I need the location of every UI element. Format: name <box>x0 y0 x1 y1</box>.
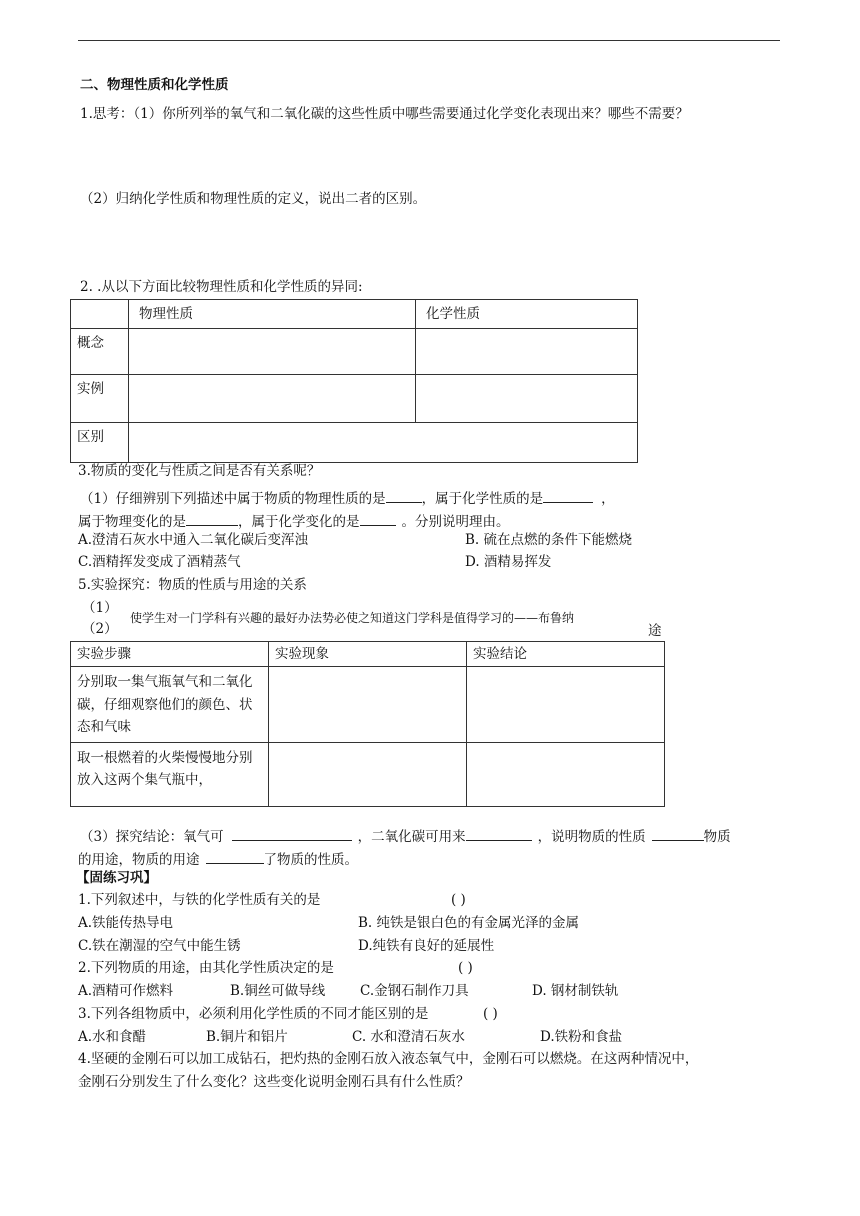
practice-q1-a: A.铁能传热导电 <box>78 915 174 931</box>
compare-header-chemical: 化学性质 <box>416 300 638 329</box>
experiment-table <box>70 641 665 807</box>
blank[interactable] <box>543 489 593 503</box>
q5-sub2: （2） <box>82 621 118 637</box>
q3-line1 <box>80 489 615 507</box>
practice-q2: 2.下列物质的用途，由其化学性质决定的是 <box>78 960 334 976</box>
practice-q4-line1: 4.坚硬的金刚石可以加工成钻石，把灼热的金刚石放入液态氧气中，金刚石可以燃烧。在这两种情况中， <box>78 1051 699 1067</box>
practice-q3-c: C. 水和澄清石灰水 <box>352 1029 465 1045</box>
practice-q3-d: D.铁粉和食盐 <box>540 1029 623 1045</box>
practice-q3-a: A.水和食醋 <box>78 1029 147 1045</box>
q3-option-c: C.酒精挥发变成了酒精蒸气 <box>78 554 241 570</box>
exp-cell[interactable] <box>467 667 665 743</box>
compare-table <box>70 299 638 463</box>
practice-q2-d: D. 钢材制铁轨 <box>532 983 619 999</box>
compare-cell[interactable] <box>129 329 416 375</box>
quote-overlay: 使学生对一门学科有兴趣的最好办法势必使之知道这门学科是值得学习的——布鲁纳 <box>130 611 575 625</box>
conclusion-text: 物质 <box>703 829 731 845</box>
practice-q2-c: C.金钢石制作刀具 <box>360 983 469 999</box>
compare-cell[interactable] <box>416 329 638 375</box>
q5-conclusion-line1 <box>80 827 731 845</box>
q2-title: 2. .从以下方面比较物理性质和化学性质的异同: <box>80 279 363 295</box>
q3-option-b: B. 硫在点燃的条件下能燃烧 <box>465 532 633 548</box>
blank[interactable] <box>232 827 352 841</box>
exp-step-1: 分别取一集气瓶氧气和二氧化碳，仔细观察他们的颜色、状态和气味 <box>71 667 269 743</box>
answer-paren[interactable]: ( ) <box>483 1006 498 1022</box>
conclusion-text: （3）探究结论：氧气可 <box>80 829 224 845</box>
q5-sub1: （1） <box>82 600 118 616</box>
practice-q3-b: B.铜片和铝片 <box>206 1029 288 1045</box>
header-rule <box>78 40 780 41</box>
exp-header-step: 实验步骤 <box>71 642 269 667</box>
q3-line2-text: 。分别说明理由。 <box>401 514 510 530</box>
q1-line1: 1.思考：（1）你所列举的氧气和二氧化碳的这些性质中哪些需要通过化学变化表现出来？哪些不需要？ <box>80 106 689 122</box>
practice-q1-d: D.纯铁有良好的延展性 <box>358 938 495 954</box>
practice-q1-b: B. 纯铁是银白色的有金属光泽的金属 <box>358 915 580 931</box>
q3-line1-text: ，属于化学性质的是 <box>421 491 544 507</box>
conclusion-text: 了物质的性质。 <box>263 852 358 868</box>
blank[interactable] <box>386 489 422 503</box>
practice-q2-a: A.酒精可作燃料 <box>78 983 174 999</box>
q3-option-d: D. 酒精易挥发 <box>465 554 552 570</box>
compare-cell[interactable] <box>416 375 638 423</box>
exp-cell[interactable] <box>269 743 467 807</box>
conclusion-text: ，二氧化碳可用来 <box>357 829 466 845</box>
q1-line2: （2）归纳化学性质和物理性质的定义，说出二者的区别。 <box>80 191 427 207</box>
conclusion-text: 的用途，物质的用途 <box>78 852 200 868</box>
q3-line1-text: ， <box>601 491 615 507</box>
blank[interactable] <box>206 850 264 864</box>
compare-header-physical: 物理性质 <box>129 300 416 329</box>
answer-paren[interactable]: ( ) <box>451 892 466 908</box>
q3-option-a: A.澄清石灰水中通入二氧化碳后变浑浊 <box>78 532 309 548</box>
exp-step-2: 取一根燃着的火柴慢慢地分别放入这两个集气瓶中， <box>71 743 269 807</box>
section-title: 二、物理性质和化学性质 <box>80 77 229 93</box>
q3-line2-text: 属于物理变化的是 <box>78 514 186 530</box>
practice-q3: 3.下列各组物质中，必须利用化学性质的不同才能区别的是 <box>78 1006 429 1022</box>
compare-row-label: 实例 <box>71 375 129 423</box>
compare-header-empty <box>71 300 129 329</box>
compare-cell[interactable] <box>129 423 638 463</box>
q3-line2 <box>78 512 510 530</box>
practice-q2-b: B.铜丝可做导线 <box>230 983 326 999</box>
exp-header-phenomenon: 实验现象 <box>269 642 467 667</box>
q3-line2-text: ，属于化学变化的是 <box>238 514 360 530</box>
blank[interactable] <box>186 512 238 526</box>
exp-cell[interactable] <box>269 667 467 743</box>
practice-q1-c: C.铁在潮湿的空气中能生锈 <box>78 938 241 954</box>
exp-header-conclusion: 实验结论 <box>467 642 665 667</box>
practice-heading: 【固练习巩】 <box>76 870 157 886</box>
q5-conclusion-line2 <box>78 850 358 868</box>
q5-title: 5.实验探究：物质的性质与用途的关系 <box>78 577 307 593</box>
blank[interactable] <box>466 827 532 841</box>
conclusion-text: ，说明物质的性质 <box>537 829 646 845</box>
q3-line1-text: （1）仔细辨别下列描述中属于物质的物理性质的是 <box>80 491 386 507</box>
practice-q1: 1.下列叙述中，与铁的化学性质有关的是 <box>78 892 321 908</box>
compare-cell[interactable] <box>129 375 416 423</box>
q3-title: 3.物质的变化与性质之间是否有关系呢？ <box>78 463 321 479</box>
q5-fragment: 途 <box>648 623 662 639</box>
compare-row-label: 区别 <box>71 423 129 463</box>
compare-row-label: 概念 <box>71 329 129 375</box>
answer-paren[interactable]: ( ) <box>458 960 473 976</box>
exp-cell[interactable] <box>467 743 665 807</box>
blank[interactable] <box>652 827 704 841</box>
practice-q4-line2: 金刚石分别发生了什么变化？这些变化说明金刚石具有什么性质？ <box>78 1074 470 1090</box>
blank[interactable] <box>360 512 396 526</box>
